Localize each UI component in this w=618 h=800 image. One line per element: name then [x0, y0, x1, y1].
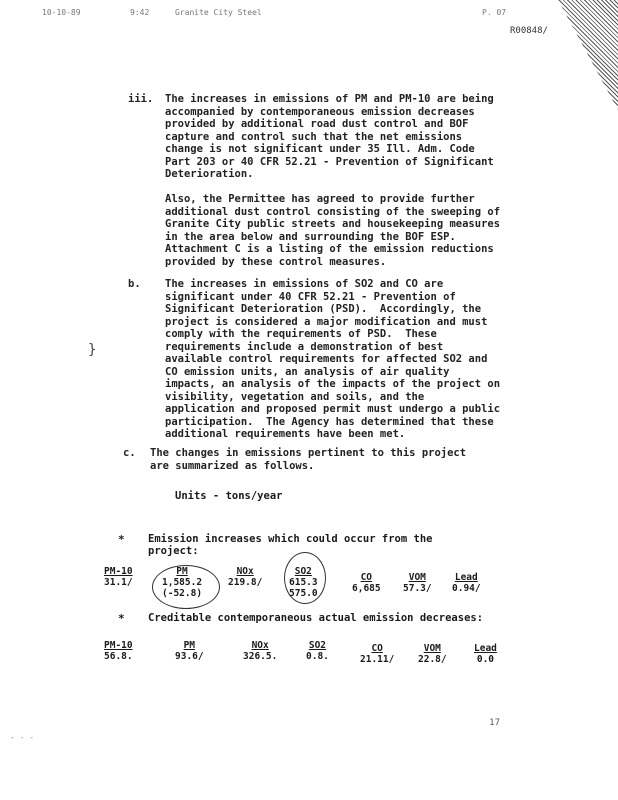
- document-id: R00848/: [510, 26, 548, 36]
- page-number-mark: 17: [489, 718, 500, 728]
- increase-cell-nox: NOx 219.8/: [228, 566, 263, 588]
- decrease-cell-nox: NOx 326.5.: [243, 640, 278, 662]
- item-iii-also-text: Also, the Permittee has agreed to provide further additional dust control consisting of the sweeping of Granite City public streets and housekeeping measures in the area below and surrounding the BOF ESP. Attachment C is a listing of the emission reductions provided by these control measures.: [165, 193, 501, 268]
- units-line: Units - tons/year: [175, 490, 283, 502]
- decrease-cell-co: CO 21.11/: [360, 643, 395, 665]
- decrease-cell-pm: PM 93.6/: [175, 640, 204, 662]
- bullet-marker: *: [118, 533, 125, 546]
- increase-cell-so2: SO2 615.3 575.0: [289, 566, 318, 599]
- item-iii-text: The increases in emissions of PM and PM-10 are being accompanied by contemporaneous emission decreases provided by additional road dust control and BOF capture and control such that the net emissions change is not significant under 35 Ill. Adm. Code Part 203 or 40 CFR 52.21 - Prevention of Significant Deterioration.: [165, 93, 494, 180]
- footer-scan-mark: - - -: [10, 733, 35, 742]
- item-b-label: b.: [128, 278, 141, 290]
- bullet-marker-2: *: [118, 612, 125, 625]
- item-iii-label: iii.: [128, 93, 154, 105]
- item-c-label: c.: [123, 447, 136, 459]
- item-c-text: The changes in emissions pertinent to this project are summarized as follows.: [150, 447, 467, 472]
- increase-cell-voc: VOM 57.3/: [403, 572, 432, 594]
- fax-header-page: P. 07: [482, 8, 507, 17]
- fax-header-time: 9:42: [130, 8, 150, 17]
- increases-heading: Emission increases which could occur from the project:: [148, 533, 433, 557]
- decrease-cell-so2: SO2 0.8.: [306, 640, 329, 662]
- increase-cell-lead: Lead 0.94/: [452, 572, 481, 594]
- decrease-cell-lead: Lead 0.0: [474, 643, 497, 665]
- margin-bracket-mark: }: [88, 342, 97, 358]
- decreases-heading: Creditable contemporaneous actual emission decreases:: [148, 612, 484, 624]
- fax-header-date: 10-10-89: [42, 8, 81, 17]
- fax-header: [0, 8, 618, 22]
- decrease-cell-pm10: PM-10 56.8.: [104, 640, 133, 662]
- increase-cell-co: CO 6,685: [352, 572, 381, 594]
- increase-cell-pm10: PM-10 31.1/: [104, 566, 133, 588]
- increase-cell-pm: PM 1,585.2 (-52.8): [162, 566, 203, 599]
- decrease-cell-voc: VOM 22.8/: [418, 643, 447, 665]
- fax-header-from: Granite City Steel: [175, 8, 262, 17]
- item-b-text: The increases in emissions of SO2 and CO are significant under 40 CFR 52.21 - Prevention of Significant Deterioration (PSD). Accordingly, the project is considered a major modification and must comply with the requirements of PSD. These requirements include a demonstration of best available control requirements for affected SO2 and CO emission units, an analysis of air quality impacts, an analysis of the impacts of the project on visibility, vegetation and soils, and the application and proposed permit must undergo a public participation. The Agency has determined that these additional requirements have been met.: [165, 278, 501, 440]
